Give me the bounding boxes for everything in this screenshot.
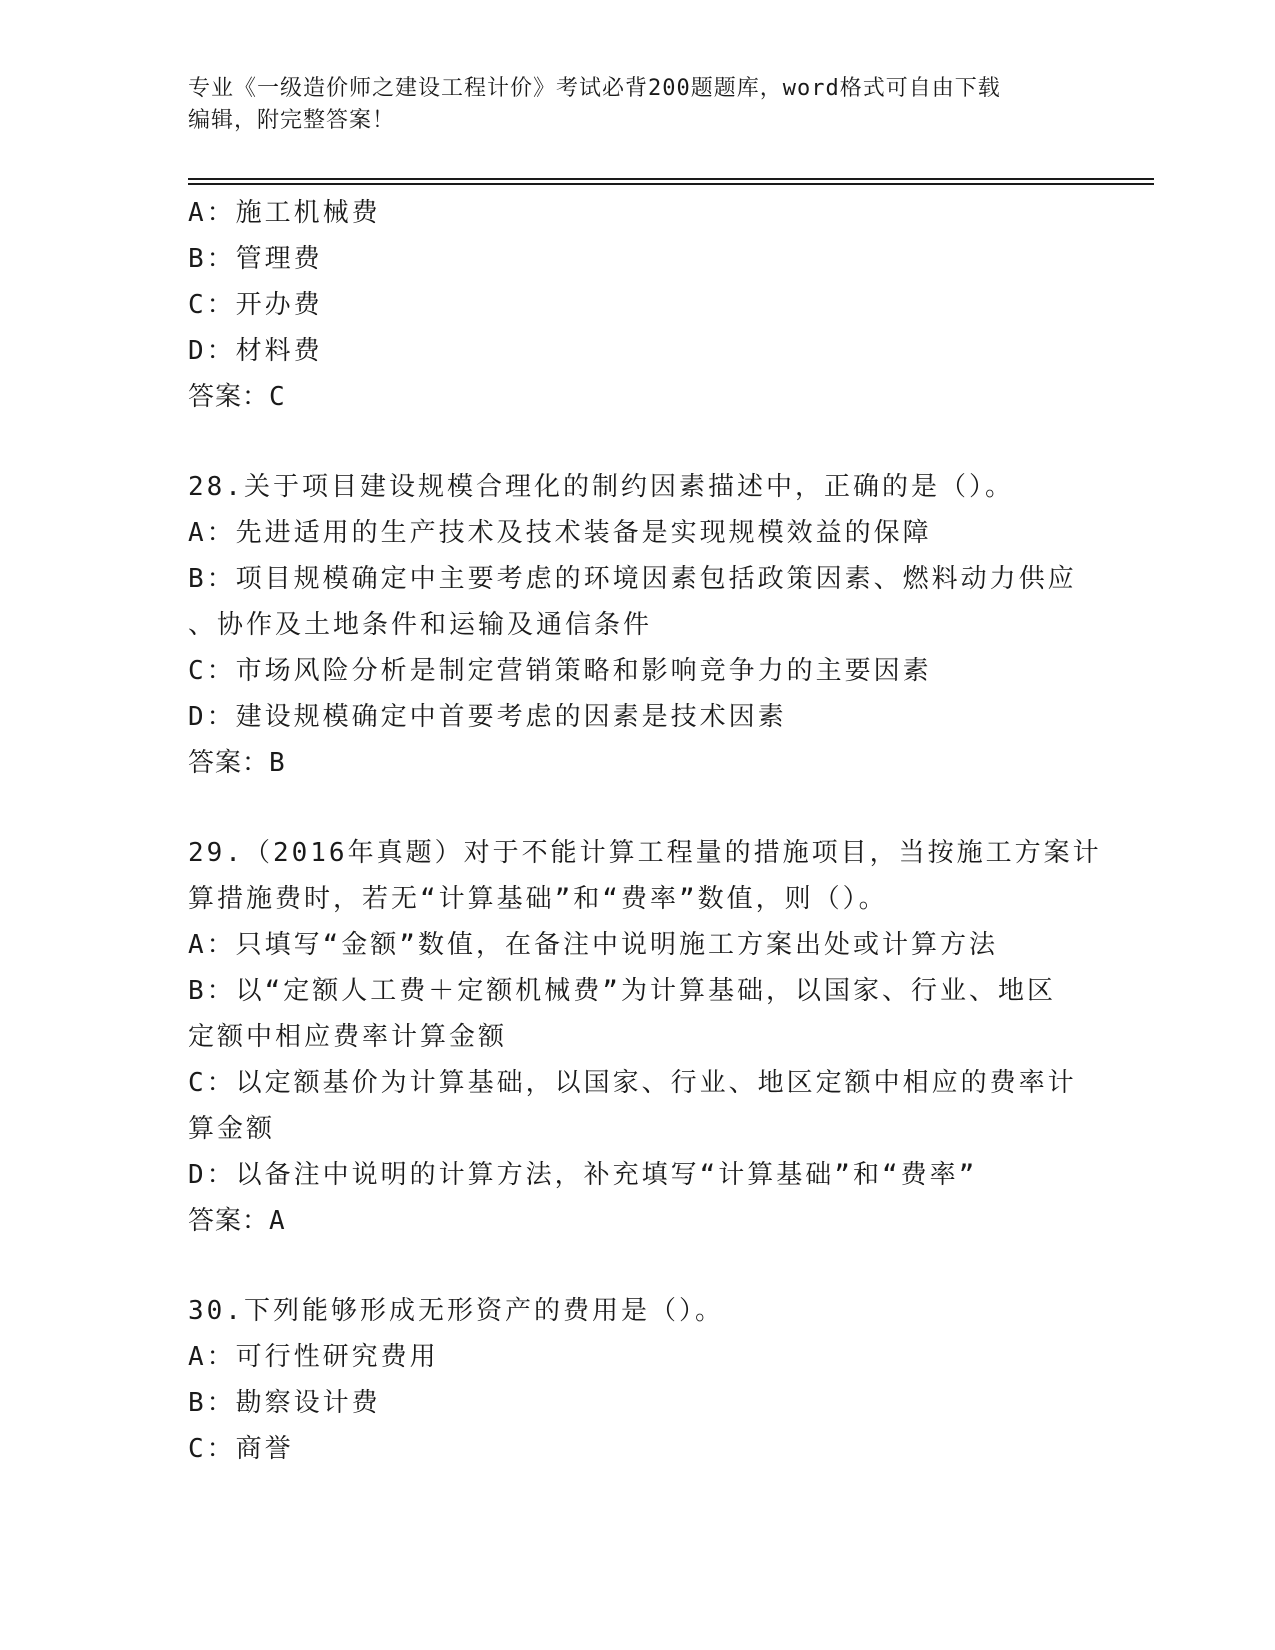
question-content (188, 190, 1102, 1472)
question-stem: 28.关于项目建设规模合理化的制约因素描述中，正确的是（）。 (188, 472, 1014, 502)
option-line: C：商誉 (188, 1434, 294, 1464)
option-line: A：可行性研究费用 (188, 1342, 439, 1372)
option-line: B：勘察设计费 (188, 1388, 381, 1418)
question-stem-continued: 算措施费时，若无“计算基础”和“费率”数值，则（）。 (188, 884, 888, 914)
header-divider-top (188, 178, 1154, 180)
document-header (188, 73, 1068, 137)
header-divider-bottom (188, 183, 1154, 185)
question-block (188, 464, 1088, 786)
question-block (188, 1288, 1088, 1472)
question-block (188, 190, 1088, 420)
question-block (188, 830, 1102, 1244)
option-line: C：以定额基价为计算基础，以国家、行业、地区定额中相应的费率计 (188, 1068, 1077, 1098)
option-line: B：管理费 (188, 244, 323, 274)
answer-line: 答案：A (188, 1206, 286, 1236)
option-line: C：市场风险分析是制定营销策略和影响竞争力的主要因素 (188, 656, 932, 686)
block-spacer (188, 420, 1088, 464)
option-line: D：以备注中说明的计算方法，补充填写“计算基础”和“费率” (188, 1160, 978, 1190)
block-spacer (188, 786, 1088, 830)
option-line: A：只填写“金额”数值，在备注中说明施工方案出处或计算方法 (188, 930, 998, 960)
header-line-1: 专业《一级造价师之建设工程计价》考试必背200题题库，word格式可自由下载 (188, 76, 1001, 101)
question-stem: 29.（2016年真题）对于不能计算工程量的措施项目，当按施工方案计 (188, 838, 1102, 868)
option-line: A：施工机械费 (188, 198, 381, 228)
answer-line: 答案：C (188, 382, 286, 412)
header-line-2: 编辑，附完整答案！ (188, 108, 396, 133)
block-spacer (188, 1244, 1088, 1288)
option-line: D：建设规模确定中首要考虑的因素是技术因素 (188, 702, 787, 732)
option-line: B：项目规模确定中主要考虑的环境因素包括政策因素、燃料动力供应 (188, 564, 1077, 594)
option-line: A：先进适用的生产技术及技术装备是实现规模效益的保障 (188, 518, 932, 548)
answer-line: 答案：B (188, 748, 286, 778)
question-stem: 30.下列能够形成无形资产的费用是（）。 (188, 1296, 724, 1326)
option-line-continued: 、协作及土地条件和运输及通信条件 (188, 610, 653, 640)
option-line: D：材料费 (188, 336, 323, 366)
option-line-continued: 定额中相应费率计算金额 (188, 1022, 508, 1052)
option-line: C：开办费 (188, 290, 323, 320)
option-line-continued: 算金额 (188, 1114, 276, 1144)
option-line: B：以“定额人工费＋定额机械费”为计算基础，以国家、行业、地区 (188, 976, 1056, 1006)
